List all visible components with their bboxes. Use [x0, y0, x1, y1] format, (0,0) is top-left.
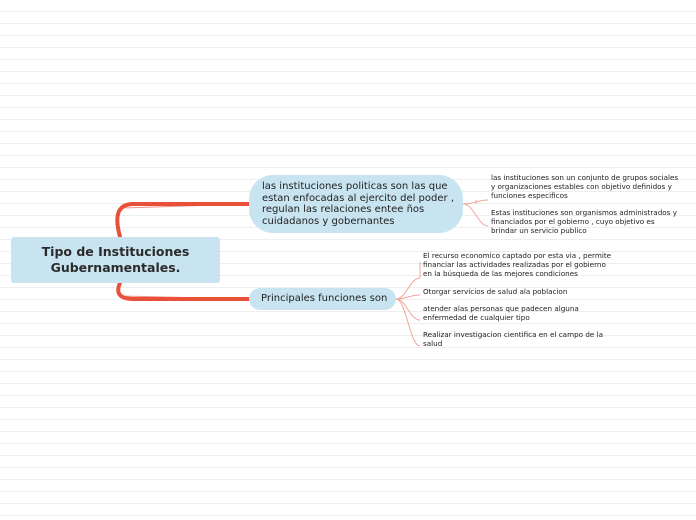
subtopic-recurso-economico[interactable]: [423, 251, 613, 279]
topic-principales-funciones[interactable]: [249, 288, 396, 310]
link-branch2-leaf3: [396, 299, 420, 320]
subtopic-label: las instituciones son un conjunto de grupos sociales y organizaciones estables con objetivo definidos y funciones especificos: [491, 173, 679, 201]
link-root-branch-1: [117, 204, 249, 237]
subtopic-investigacion-cientifica[interactable]: [423, 330, 608, 348]
subtopic-conjunto-grupos[interactable]: [491, 173, 679, 201]
subtopic-label: Otorgar servicios de salud ala poblacion: [423, 287, 568, 296]
topic-label: las instituciones politicas son las que estan enfocadas al ejercito del poder , regulan las relaciones entee ños cuidadanos y gobernantes: [262, 181, 454, 227]
root-topic-line-1: Tipo de Instituciones: [41, 244, 190, 259]
subtopic-label: Realizar investigacion cientifica en el campo de la salud: [423, 330, 603, 349]
subtopic-label: atender alas personas que padecen alguna enfermedad de cualquier tipo: [423, 304, 579, 323]
link-branch2-leaf4: [396, 299, 420, 346]
subtopic-servicios-salud[interactable]: [423, 287, 613, 296]
link-branch2-leaf2: [396, 295, 420, 299]
subtopic-atender-personas[interactable]: [423, 304, 583, 322]
root-topic[interactable]: [11, 237, 220, 283]
topic-instituciones-politicas[interactable]: [249, 175, 463, 233]
link-branch1-leaf2: [463, 204, 488, 226]
subtopic-organismos-administrados[interactable]: [491, 208, 679, 236]
subtopic-label: Estas instituciones son organismos administrados y financiados por el gobierno , cuyo objetivo es brindar un servicio publico: [491, 208, 677, 236]
subtopic-label: El recurso economico captado por esta via , permite financiar las actividades realizadas por el gobierno en la búsqueda de las mejores condiciones: [423, 251, 612, 279]
link-branch2-leaf1: [396, 278, 420, 299]
topic-label: Principales funciones son: [261, 293, 388, 305]
root-topic-line-2: Gubernamentales.: [50, 260, 181, 275]
